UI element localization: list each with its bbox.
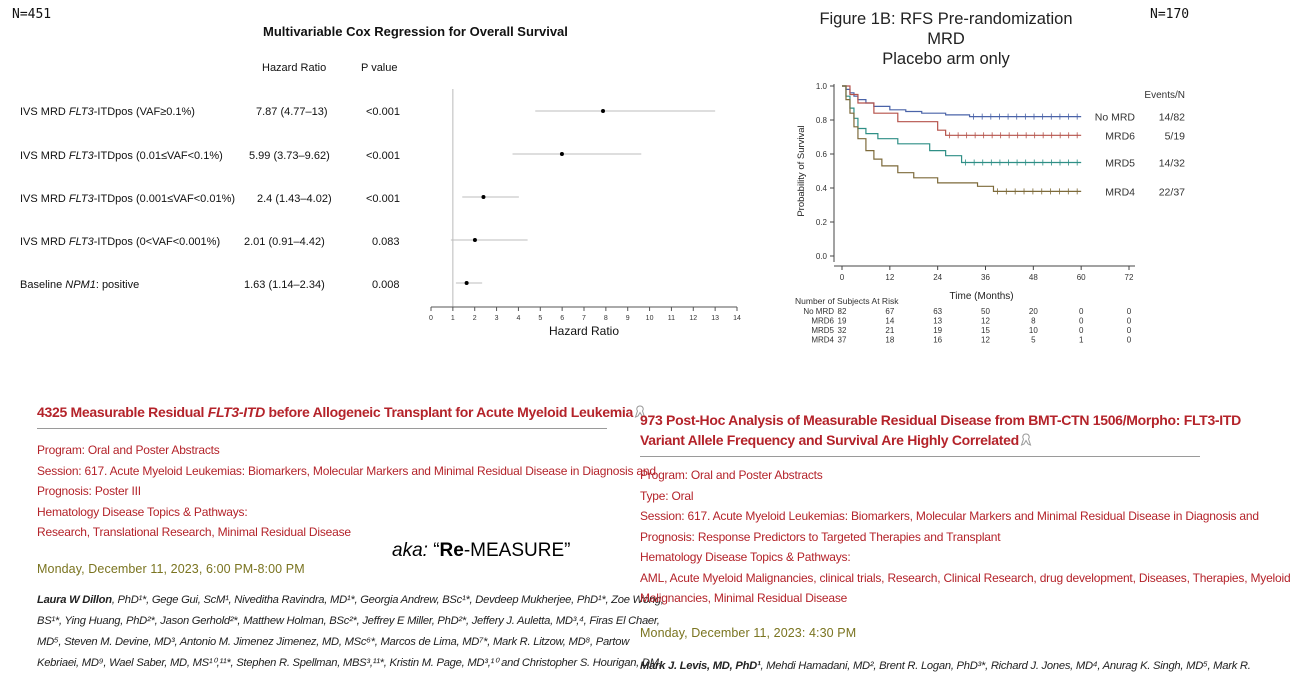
forest-row-label: IVS MRD FLT3-ITDpos (VAF≥0.1%): [20, 106, 195, 118]
km-plot: [785, 78, 1190, 378]
km-x-tick-label: 24: [933, 273, 943, 282]
km-risk-table-header: Number of Subjects At Risk: [795, 296, 899, 306]
abstract-topics: AML, Acute Myeloid Malignancies, clinical trials, Research, Clinical Research, drug development, Diseases, Therapies, Myeloid: [640, 570, 1290, 585]
km-curve: [842, 86, 1081, 163]
km-risk-count: 1: [1078, 335, 1084, 345]
km-series-events: 5/19: [1164, 130, 1185, 143]
km-x-axis-title: Time (Months): [949, 291, 1014, 302]
km-risk-count: 12: [981, 335, 990, 345]
forest-x-axis-title: Hazard Ratio: [548, 324, 620, 338]
forest-x-tick-label: 2: [472, 315, 477, 322]
aka-annotation: aka: “Re-MEASURE”: [392, 540, 571, 561]
km-series-label: MRD6: [1105, 130, 1135, 143]
km-risk-count: 0: [1126, 326, 1132, 335]
hazard-ratio-column-header: Hazard Ratio: [262, 62, 327, 74]
sample-size-label-right: N=170: [1150, 7, 1190, 22]
abstract-left-meta: [37, 440, 656, 543]
km-title-line1: Figure 1B: RFS Pre-randomization MRD: [819, 10, 1073, 48]
abstract-right-divider: [640, 456, 1200, 457]
km-risk-count: 13: [933, 316, 943, 326]
abstract-left-date: Monday, December 11, 2023, 6:00 PM-8:00 PM: [37, 562, 305, 576]
forest-row-hazard-ratio: 2.01 (0.91–4.42): [244, 236, 325, 248]
km-risk-group-label: No MRD: [803, 307, 834, 316]
forest-row-label: IVS MRD FLT3-ITDpos (0.01≤VAF<0.1%): [20, 150, 223, 162]
abstract-program: Program: Oral and Poster Abstracts: [640, 468, 823, 482]
author-line: Mark J. Levis, MD, PhD¹, Mehdi Hamadani, MD², Brent R. Logan, PhD³*, Richard J. Jones, MD⁴, Anurag K. Singh, MD⁵, Mark R.: [640, 660, 1251, 672]
km-y-tick-label: 0.6: [815, 150, 827, 159]
km-series-events: 22/37: [1158, 186, 1185, 199]
km-risk-count: 0: [1126, 335, 1132, 345]
forest-x-tick-label: 13: [711, 315, 720, 322]
km-x-tick-label: 0: [839, 273, 845, 282]
km-risk-group-label: MRD4: [811, 335, 834, 345]
km-x-tick-label: 60: [1076, 273, 1086, 282]
abstract-topics-header: Hematology Disease Topics & Pathways:: [37, 504, 248, 519]
forest-x-tick-label: 3: [494, 315, 499, 322]
abstract-session: Session: 617. Acute Myeloid Leukemias: Biomarkers, Molecular Markers and Minimal Residual Disease in Diagnosis and: [37, 463, 656, 478]
forest-x-tick-label: 8: [603, 315, 608, 322]
km-risk-count: 8: [1031, 316, 1036, 326]
forest-row-p-value: 0.083: [372, 236, 400, 248]
abstract-session-cont: Prognosis: Poster III: [37, 484, 141, 498]
forest-x-tick-label: 4: [516, 315, 521, 322]
forest-row-p-value: <0.001: [366, 150, 400, 162]
abstract-right-authors: [640, 656, 1251, 677]
forest-x-tick-label: 9: [625, 315, 630, 322]
forest-row-p-value: 0.008: [372, 279, 400, 291]
forest-x-tick-label: 12: [689, 315, 698, 322]
forest-row-hazard-ratio: 1.63 (1.14–2.34): [244, 279, 325, 291]
abstract-type: Type: Oral: [640, 488, 694, 503]
km-series-label: MRD5: [1105, 157, 1135, 170]
abstract-right-date: Monday, December 11, 2023: 4:30 PM: [640, 626, 857, 640]
author-line: Kebriaei, MD⁹, Wael Saber, MD, MS¹⁰,¹¹*, Stephen R. Spellman, MBS³,¹¹*, Kristin M. Page, MD³,¹⁰ and Christopher S. Hourigan, DM,: [37, 657, 662, 669]
km-risk-count: 37: [837, 335, 847, 345]
km-figure-title: [816, 9, 1076, 69]
km-y-tick-label: 0.4: [815, 184, 827, 193]
km-risk-group-label: MRD6: [811, 316, 834, 326]
forest-point: [601, 109, 605, 113]
km-curve: [842, 86, 1081, 135]
forest-row-label: IVS MRD FLT3-ITDpos (0.001≤VAF<0.01%): [20, 193, 236, 205]
km-risk-count: 0: [1126, 307, 1132, 316]
km-risk-count: 21: [885, 326, 895, 335]
km-x-tick-label: 12: [885, 273, 895, 282]
km-x-tick-label: 72: [1124, 273, 1134, 282]
km-risk-count: 20: [1028, 307, 1038, 316]
km-risk-count: 10: [1028, 326, 1038, 335]
author-line: Laura W Dillon, PhD¹*, Gege Gui, ScM¹, Niveditha Ravindra, MD¹*, Georgia Andrew, BSc¹*, Devdeep Mukherjee, PhD¹*, Zoe Wong,: [37, 594, 664, 606]
forest-x-tick-label: 7: [582, 315, 586, 322]
km-series-label: MRD4: [1105, 186, 1135, 199]
km-y-tick-label: 1.0: [815, 82, 827, 91]
abstract-topics-cont: Malignancies, Minimal Residual Disease: [640, 591, 848, 605]
abstract-session: Session: 617. Acute Myeloid Leukemias: Biomarkers, Molecular Markers and Minimal Residual Disease in Diagnosis and: [640, 509, 1259, 523]
forest-x-tick-label: 14: [733, 315, 741, 322]
forest-x-tick-label: 6: [560, 315, 565, 322]
author-line: MD⁵, Steven M. Devine, MD³, Antonio M. Jimenez Jimenez, MD, MSc⁶*, Marcos de Lima, MD⁷*, Mark R. Litzow, MD⁸, Partow: [37, 636, 630, 648]
forest-row-label: Baseline NPM1: positive: [20, 279, 140, 291]
km-risk-count: 63: [933, 307, 943, 316]
forest-row-p-value: <0.001: [366, 193, 400, 205]
km-risk-count: 50: [981, 307, 990, 316]
forest-plot: [420, 85, 750, 340]
abstract-topics-header: Hematology Disease Topics & Pathways:: [640, 550, 851, 564]
forest-row-p-value: <0.001: [366, 106, 400, 118]
abstract-right-meta: [640, 465, 1290, 609]
km-series-events: 14/32: [1158, 157, 1185, 170]
km-series-label: No MRD: [1094, 111, 1135, 124]
forest-point: [560, 152, 564, 156]
forest-x-tick-label: 11: [667, 315, 676, 322]
abstract-program: Program: Oral and Poster Abstracts: [37, 443, 220, 457]
p-value-column-header: P value: [361, 62, 398, 74]
km-risk-count: 67: [885, 307, 895, 316]
forest-x-tick-label: 1: [450, 315, 455, 322]
km-y-tick-label: 0.0: [815, 252, 827, 261]
abstract-topics: Research, Translational Research, Minimal Residual Disease: [37, 525, 351, 539]
forest-plot-title: Multivariable Cox Regression for Overall Survival: [263, 24, 568, 39]
km-y-tick-label: 0.8: [815, 116, 827, 125]
forest-point: [481, 195, 485, 199]
forest-x-tick-label: 10: [645, 315, 654, 322]
forest-x-tick-label: 0: [429, 315, 433, 322]
km-risk-count: 19: [837, 316, 847, 326]
km-risk-count: 12: [981, 316, 990, 326]
abstract-left-authors: [37, 590, 664, 674]
forest-row-hazard-ratio: 2.4 (1.43–4.02): [257, 193, 332, 205]
abstract-session-cont: Prognosis: Response Predictors to Targeted Therapies and Transplant: [640, 529, 1001, 544]
km-curve: [842, 86, 1081, 117]
sample-size-label-left: N=451: [12, 7, 52, 22]
km-risk-count: 82: [837, 307, 847, 316]
km-risk-count: 15: [981, 326, 990, 335]
km-risk-count: 19: [933, 326, 943, 335]
km-risk-group-label: MRD5: [811, 326, 834, 335]
forest-point: [473, 238, 477, 242]
km-y-tick-label: 0.2: [815, 218, 827, 227]
ribbon-icon: [1020, 433, 1032, 447]
forest-point: [465, 281, 469, 285]
km-x-tick-label: 48: [1028, 273, 1038, 282]
abstract-left-title: 4325 Measurable Residual FLT3-ITD before Allogeneic Transplant for Acute Myeloid Leukemia: [37, 404, 646, 420]
forest-row-hazard-ratio: 5.99 (3.73–9.62): [249, 150, 330, 162]
abstract-right-title: 973 Post-Hoc Analysis of Measurable Residual Disease from BMT-CTN 1506/Morpho: FLT3-ITD Variant Allele Frequency and Survival Are Highly Correlated: [640, 412, 1241, 448]
forest-row-hazard-ratio: 7.87 (4.77–13): [256, 106, 328, 118]
km-risk-count: 14: [885, 316, 895, 326]
km-risk-count: 18: [885, 335, 895, 345]
km-events-header: Events/N: [1144, 89, 1185, 101]
km-y-axis-title: Probability of Survival: [796, 125, 807, 217]
km-risk-count: 0: [1126, 316, 1132, 326]
km-risk-count: 32: [837, 326, 847, 335]
author-line: BS¹*, Ying Huang, PhD²*, Jason Gerhold²*, Matthew Holman, BSc²*, Jeffrey E Miller, PhD²*, Jeffery J. Auletta, MD³,⁴, Firas El Chaer,: [37, 615, 660, 627]
km-risk-count: 0: [1078, 316, 1084, 326]
abstract-left-divider: [37, 428, 607, 429]
km-risk-count: 5: [1031, 335, 1036, 345]
km-x-tick-label: 36: [981, 273, 990, 282]
km-title-line2: Placebo arm only: [882, 50, 1010, 68]
km-series-events: 14/82: [1158, 111, 1185, 124]
km-risk-count: 16: [933, 335, 943, 345]
km-risk-count: 0: [1078, 326, 1084, 335]
forest-row-label: IVS MRD FLT3-ITDpos (0<VAF<0.001%): [20, 236, 221, 248]
km-risk-count: 0: [1078, 307, 1084, 316]
forest-x-tick-label: 5: [538, 315, 543, 322]
